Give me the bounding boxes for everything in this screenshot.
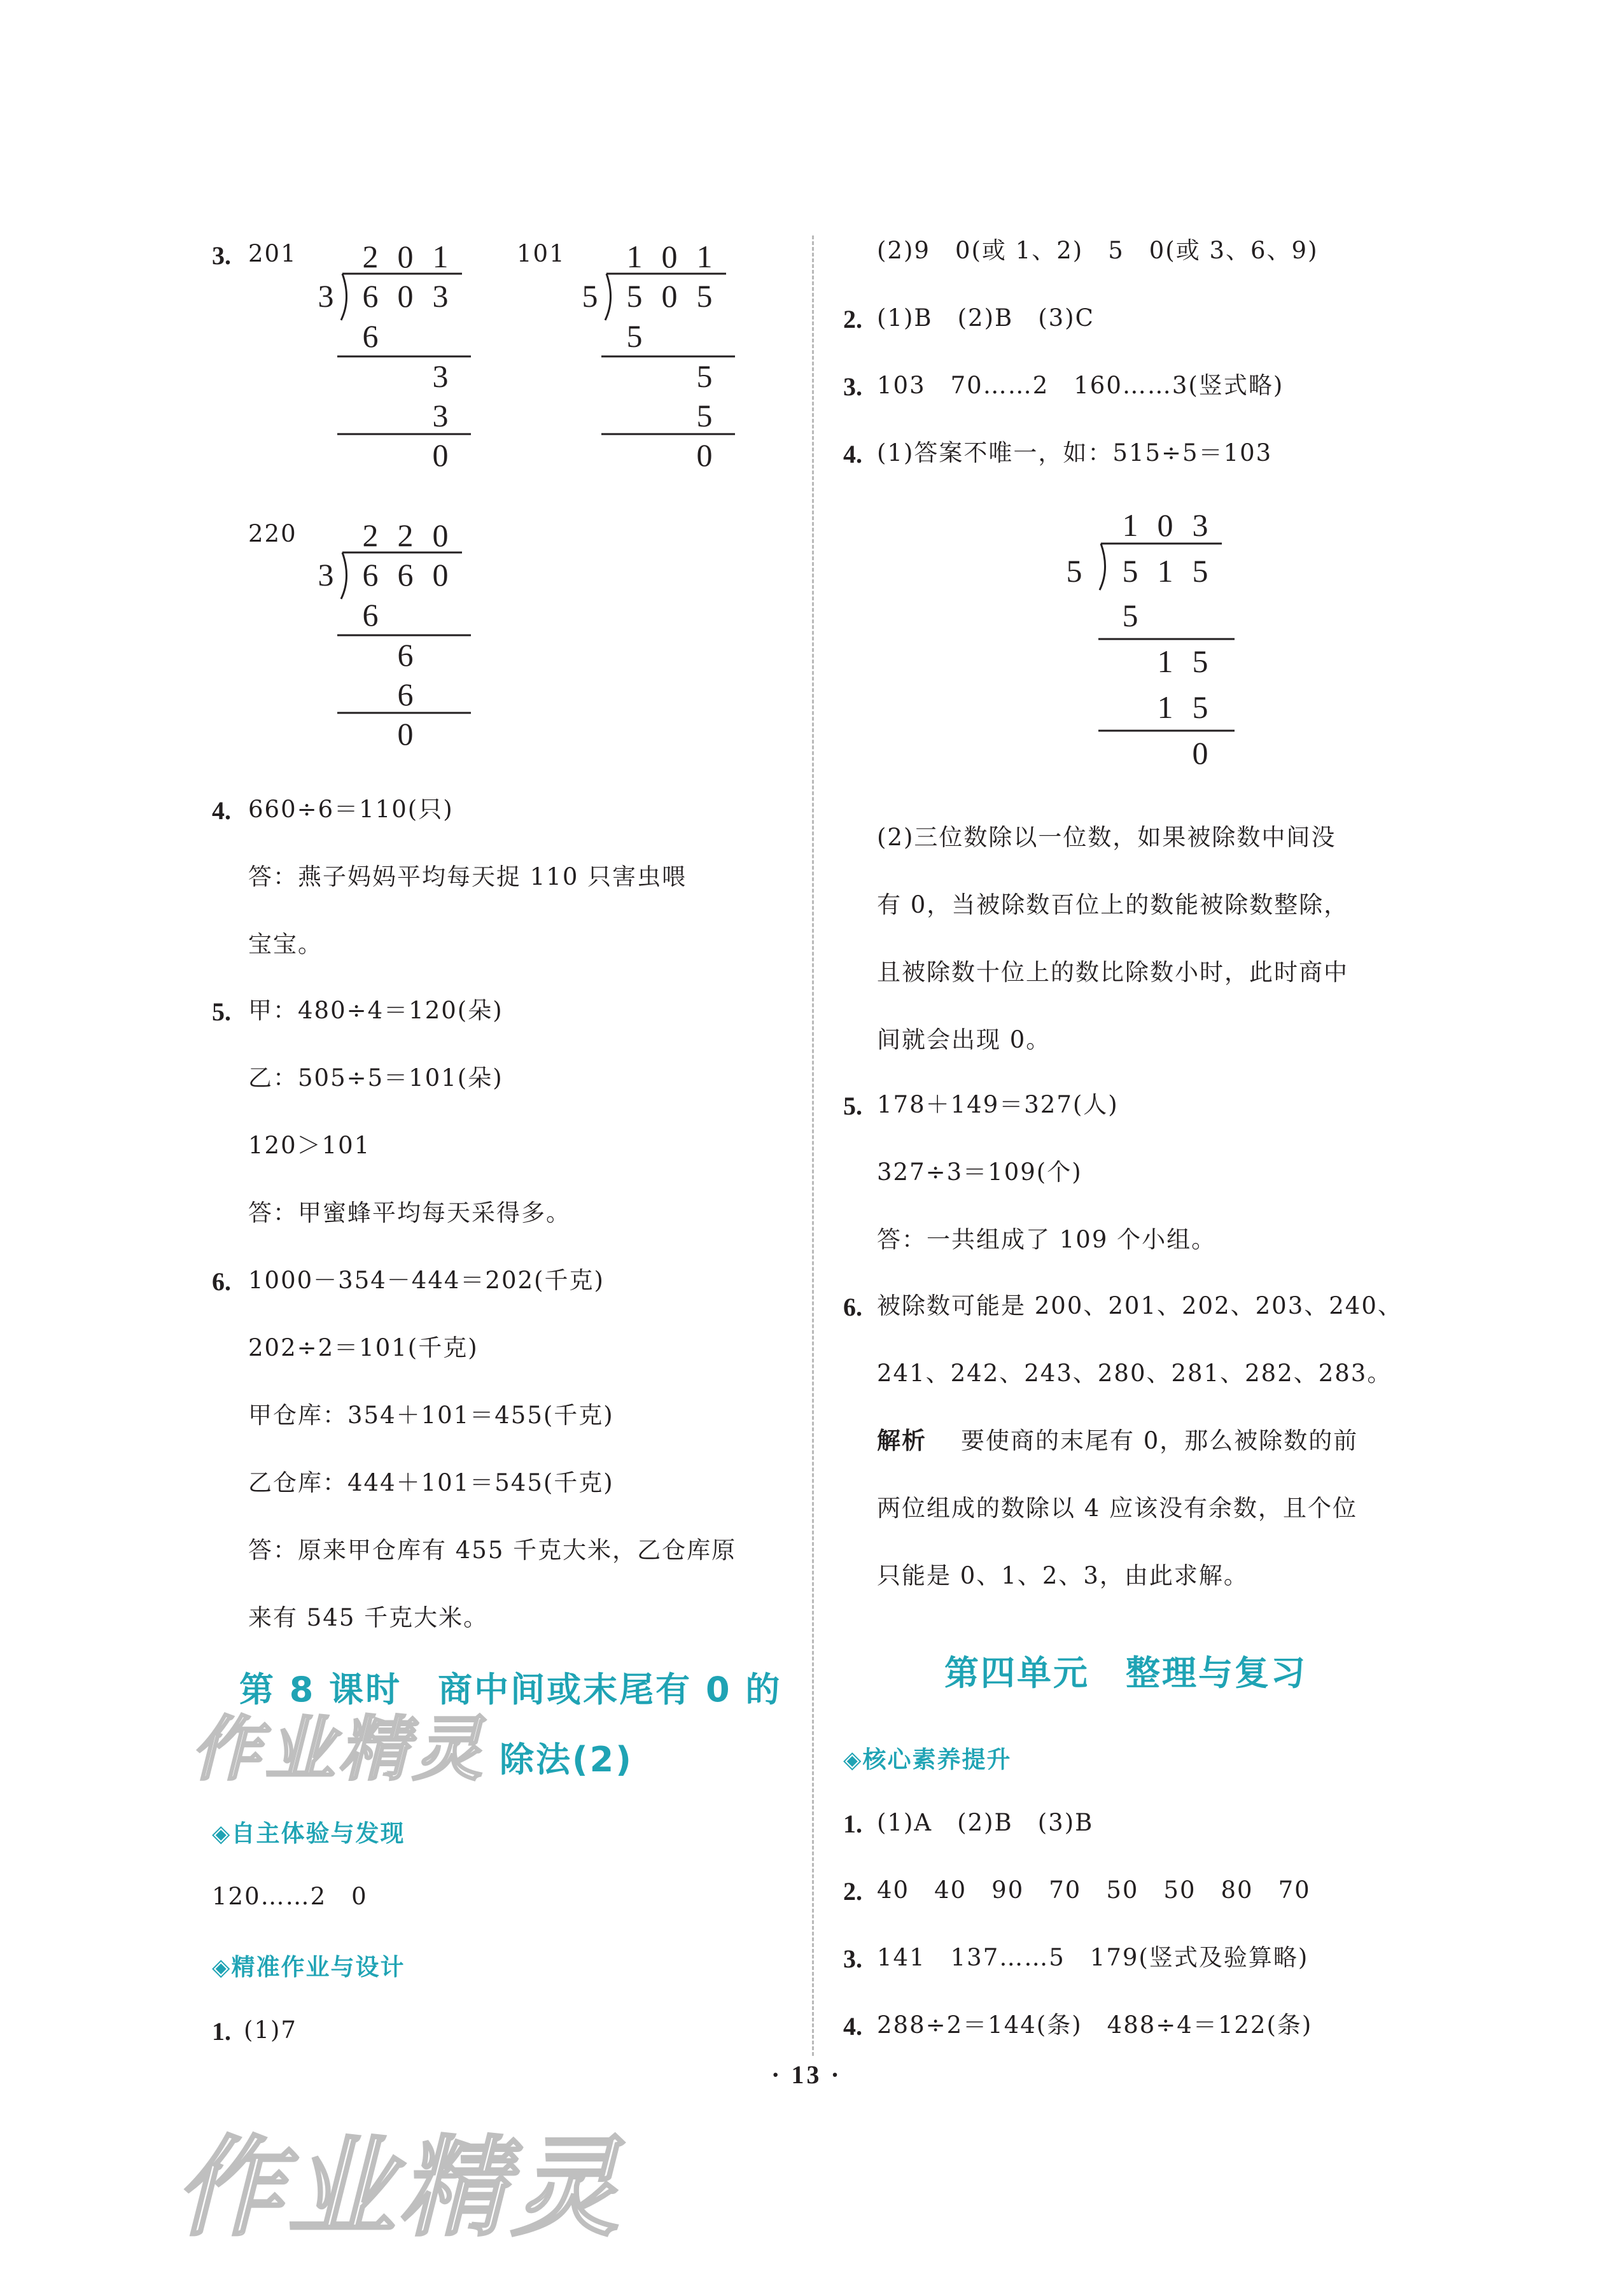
u-q4-number: 4. xyxy=(843,2012,862,2041)
divisor: 5 xyxy=(1066,553,1082,589)
u-q4-answer: 288÷2＝144(条) 488÷4＝122(条) xyxy=(877,2011,1313,2039)
quotient-digit: 1 xyxy=(432,239,449,274)
dividend-digit: 0 xyxy=(397,278,414,314)
dividend-digit: 0 xyxy=(432,557,449,593)
u-q3-number: 3. xyxy=(843,1944,862,1973)
dividend-digit: 5 xyxy=(696,278,713,314)
q6-line-4: 乙仓库：444＋101＝545(千克) xyxy=(248,1469,614,1496)
q6-line-6: 来有 545 千克大米。 xyxy=(248,1604,489,1631)
watermark-logo: 作业精灵 xyxy=(191,1708,486,1790)
r-q4-number: 4. xyxy=(843,440,862,468)
section-answer: 120……2 0 xyxy=(212,1883,368,1910)
step-value: 1 xyxy=(1157,689,1173,725)
remainder: 0 xyxy=(696,437,713,473)
r-q4-explanation-1: (2)三位数除以一位数，如果被除数中间没 xyxy=(877,824,1336,851)
q6-line-3: 甲仓库：354＋101＝455(千克) xyxy=(248,1402,614,1429)
step-value: 5 xyxy=(1122,598,1138,633)
page-number: · 13 · xyxy=(771,2060,842,2089)
quotient-digit: 2 xyxy=(397,517,414,553)
r-q6-number: 6. xyxy=(843,1293,862,1321)
analysis-line-2: 两位组成的数除以 4 应该没有余数，且个位 xyxy=(877,1494,1358,1522)
r-q2-answer: (1)B (2)B (3)C xyxy=(877,304,1095,332)
quotient-digit: 1 xyxy=(696,239,713,274)
u-q1-answer: (1)A (2)B (3)B xyxy=(877,1809,1094,1836)
lesson-title-continued: 除法(2) xyxy=(500,1740,633,1780)
watermark-bottom: 作业精灵 xyxy=(175,2125,624,2251)
dividend-digit: 5 xyxy=(1122,553,1138,589)
r-q5-line-3: 答：一共组成了 109 个小组。 xyxy=(877,1226,1217,1253)
quotient-digit: 0 xyxy=(1157,507,1173,543)
q6-line-5: 答：原来甲仓库有 455 千克大米，乙仓库原 xyxy=(248,1536,737,1564)
section-heading-self-experience: ◈自主体验与发现 xyxy=(212,1820,405,1847)
quotient-digit: 2 xyxy=(362,517,379,553)
u-q2-number: 2. xyxy=(843,1877,862,1906)
step-value: 5 xyxy=(696,358,713,394)
q5-number: 5. xyxy=(212,997,231,1026)
q4-line-3: 宝宝。 xyxy=(248,931,323,958)
hw-q1-number: 1. xyxy=(212,2017,231,2046)
dividend-digit: 1 xyxy=(1157,553,1173,589)
quotient-digit: 0 xyxy=(432,517,449,553)
q5-line-4: 答：甲蜜蜂平均每天采得多。 xyxy=(248,1199,571,1227)
dividend-digit: 5 xyxy=(1192,553,1208,589)
q6-number: 6. xyxy=(212,1267,231,1296)
remainder: 0 xyxy=(397,716,414,752)
divisor: 3 xyxy=(318,557,334,593)
u-q2-answer: 40 40 90 70 50 50 80 70 xyxy=(877,1876,1311,1904)
r-q6-line-2: 241、242、243、280、281、282、283。 xyxy=(877,1360,1392,1387)
analysis-label: 解析 xyxy=(877,1427,927,1454)
r-q3-answer: 103 70……2 160……3(竖式略) xyxy=(877,372,1284,399)
step-value: 6 xyxy=(397,677,414,712)
quotient-digit: 2 xyxy=(362,239,379,274)
long-division-505-by-5 xyxy=(576,236,754,484)
continued-answer: (2)9 0(或 1、2) 5 0(或 3、6、9) xyxy=(877,237,1319,264)
analysis-line-3: 只能是 0、1、2、3，由此求解。 xyxy=(877,1562,1249,1589)
r-q4-explanation-2: 有 0，当被除数百位上的数能被除数整除， xyxy=(877,891,1349,918)
r-q5-line-2: 327÷3＝109(个) xyxy=(877,1158,1082,1186)
r-q4-explanation-4: 间就会出现 0。 xyxy=(877,1026,1051,1053)
division-bracket xyxy=(605,274,611,320)
q4-line-2: 答：燕子妈妈平均每天捉 110 只害虫喂 xyxy=(248,863,687,890)
step-value: 6 xyxy=(362,597,379,633)
dividend-digit: 6 xyxy=(362,278,379,314)
analysis-line-1: 要使商的末尾有 0，那么被除数的前 xyxy=(961,1427,1359,1454)
long-division-515-by-5 xyxy=(1055,504,1246,784)
divisor: 3 xyxy=(318,278,334,314)
section-heading-homework: ◈精准作业与设计 xyxy=(212,1953,405,1981)
quotient-digit: 0 xyxy=(397,239,414,274)
r-q5-number: 5. xyxy=(843,1092,862,1120)
dividend-digit: 3 xyxy=(432,278,449,314)
r-q5-line-1: 178＋149＝327(人) xyxy=(877,1091,1119,1118)
q3-answer-b: 101 xyxy=(517,240,566,267)
step-value: 6 xyxy=(362,318,379,354)
division-bracket xyxy=(341,552,347,599)
u-q1-number: 1. xyxy=(843,1810,862,1838)
q6-line-1: 1000－354－444＝202(千克) xyxy=(248,1267,605,1294)
dividend-digit: 6 xyxy=(362,557,379,593)
column-divider xyxy=(812,236,814,2056)
q4-number: 4. xyxy=(212,796,231,825)
quotient-digit: 0 xyxy=(661,239,678,274)
unit-title: 第四单元 整理与复习 xyxy=(944,1653,1307,1693)
q6-line-2: 202÷2＝101(千克) xyxy=(248,1334,479,1361)
u-q3-answer: 141 137……5 179(竖式及验算略) xyxy=(877,1944,1309,1971)
q5-line-1: 甲：480÷4＝120(朵) xyxy=(248,997,503,1024)
step-value: 3 xyxy=(432,398,449,433)
division-bracket xyxy=(1100,544,1105,590)
hw-q1-answer: (1)7 xyxy=(244,2016,297,2044)
step-value: 6 xyxy=(397,637,414,673)
step-value: 5 xyxy=(1192,689,1208,725)
quotient-digit: 3 xyxy=(1192,507,1208,543)
r-q4-explanation-3: 且被除数十位上的数比除数小时，此时商中 xyxy=(877,959,1348,986)
long-division-660-by-3 xyxy=(312,514,490,763)
step-value: 3 xyxy=(432,358,449,394)
quotient-digit: 1 xyxy=(626,239,643,274)
r-q4-answer: (1)答案不唯一，如：515÷5＝103 xyxy=(877,439,1273,467)
dividend-digit: 6 xyxy=(397,557,414,593)
lesson-title: 第 8 课时 商中间或末尾有 0 的 xyxy=(239,1670,782,1710)
q3-number: 3. xyxy=(212,241,231,270)
section-heading-core-literacy: ◈核心素养提升 xyxy=(843,1746,1012,1773)
q3-answer-c: 220 xyxy=(248,520,297,547)
r-q2-number: 2. xyxy=(843,305,862,334)
step-value: 5 xyxy=(696,398,713,433)
step-value: 1 xyxy=(1157,643,1173,679)
step-value: 5 xyxy=(626,318,643,354)
r-q3-number: 3. xyxy=(843,372,862,401)
dividend-digit: 5 xyxy=(626,278,643,314)
divisor: 5 xyxy=(582,278,598,314)
q3-answer-a: 201 xyxy=(248,240,297,267)
remainder: 0 xyxy=(1192,735,1208,771)
remainder: 0 xyxy=(432,437,449,473)
q5-line-3: 120＞101 xyxy=(248,1132,371,1159)
quotient-digit: 1 xyxy=(1122,507,1138,543)
q5-line-2: 乙：505÷5＝101(朵) xyxy=(248,1064,503,1092)
long-division-603-by-3 xyxy=(312,236,490,484)
q4-line-1: 660÷6＝110(只) xyxy=(248,796,454,823)
division-bracket xyxy=(341,274,347,320)
step-value: 5 xyxy=(1192,643,1208,679)
r-q6-line-1: 被除数可能是 200、201、202、203、240、 xyxy=(877,1292,1403,1319)
dividend-digit: 0 xyxy=(661,278,678,314)
